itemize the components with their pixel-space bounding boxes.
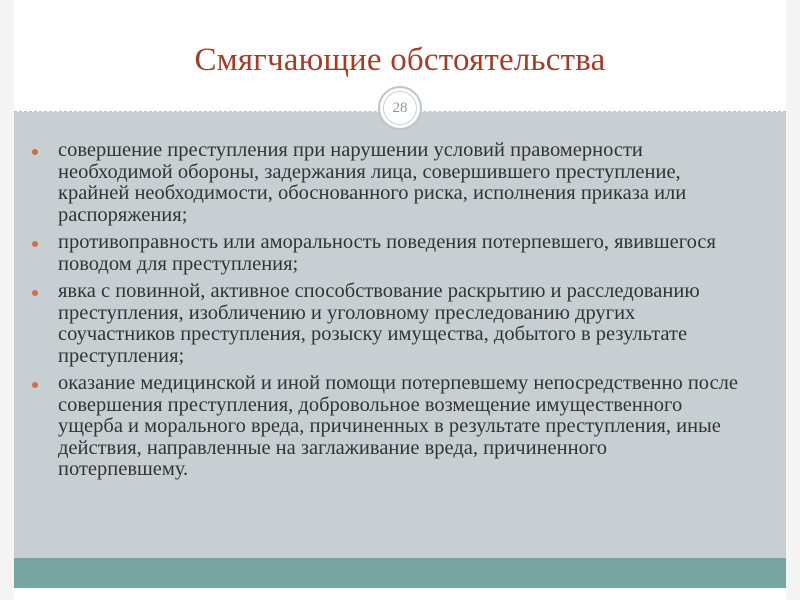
bullet-item <box>30 232 740 275</box>
right-margin-strip <box>786 0 800 600</box>
bullet-list <box>30 140 740 487</box>
bullet-text: оказание медицинской и иной помощи потерпевшему непосредственно после совершения преступления, добровольное возмещение имущественного ущерба и морального вреда, причиненных в результате преступления, иные действия, направленные на заглаживание вреда, причиненного потерпевшему. <box>58 372 738 480</box>
bullet-icon <box>32 149 38 155</box>
bullet-item <box>30 140 740 226</box>
bullet-icon <box>32 382 38 388</box>
bullet-item <box>30 373 740 481</box>
bullet-text: противоправность или аморальность поведения потерпевшего, явившегося поводом для преступления; <box>58 231 716 275</box>
bullet-icon <box>32 290 38 296</box>
page-number-badge <box>378 86 422 130</box>
footer-bar <box>14 558 786 588</box>
page-number: 28 <box>383 91 417 125</box>
left-margin-strip <box>0 0 14 600</box>
bullet-text: явка с повинной, активное способствование раскрытию и расследованию преступления, изобличению и уголовному преследованию других соучастников преступления, розыску имущества, добытого в результате преступления; <box>58 280 700 367</box>
bullet-text: совершение преступления при нарушении условий правомерности необходимой обороны, задержания лица, совершившего преступление, крайней необходимости, обоснованного риска, исполнения приказа или распоряжения; <box>58 139 687 226</box>
slide-title: Смягчающие обстоятельства <box>194 42 606 78</box>
bullet-icon <box>32 241 38 247</box>
bullet-item <box>30 281 740 367</box>
